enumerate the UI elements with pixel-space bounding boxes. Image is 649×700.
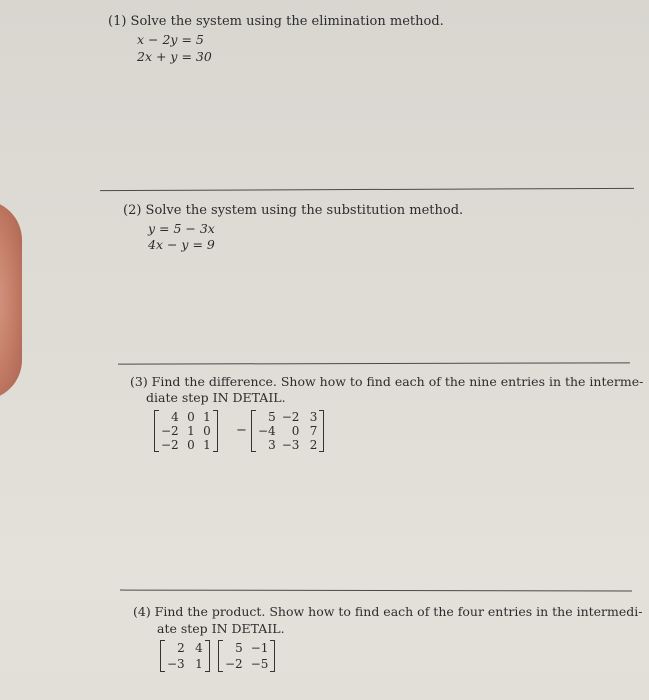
problem-3-heading-line-1: (3) Find the difference. Show how to find each of the nine entries in the interme- [130, 374, 644, 389]
matrix-entry: −2 [161, 438, 179, 452]
divider-line [100, 188, 634, 191]
matrix-entry: 0 [187, 410, 195, 424]
matrix-entry: 1 [203, 410, 211, 424]
problem-2-heading: (2) Solve the system using the substitution method. [123, 203, 464, 218]
matrix-entry: 0 [187, 438, 195, 452]
matrix-entry: 0 [203, 424, 211, 438]
matrix-entry: 1 [187, 424, 195, 438]
bleed-through-text [140, 290, 144, 304]
problem-3-matrix-b [251, 410, 324, 452]
divider-line [120, 590, 632, 592]
matrix-a-entries [165, 640, 205, 672]
right-bracket [205, 640, 210, 672]
problem-1-equation-1: x − 2y = 5 [137, 32, 204, 47]
matrix-entry: −2 [281, 410, 300, 424]
minus-operator: − [236, 423, 247, 438]
matrix-entry: 2 [177, 641, 185, 655]
right-bracket [213, 410, 218, 452]
matrix-entry: 0 [291, 424, 300, 438]
right-bracket [270, 640, 275, 672]
problem-4-matrix-b [218, 640, 275, 672]
matrix-entry: 7 [309, 424, 318, 438]
matrix-entry: 1 [195, 657, 203, 671]
problem-4-heading-line-2: ate step IN DETAIL. [157, 621, 285, 636]
matrix-entry: 3 [268, 438, 276, 452]
matrix-entry: −3 [281, 438, 300, 452]
problem-4-matrix-a [160, 640, 210, 672]
right-bracket [319, 410, 324, 452]
matrix-entry: −2 [161, 424, 179, 438]
problem-2-equation-1: y = 5 − 3x [148, 221, 215, 236]
matrix-entry: 2 [309, 438, 318, 452]
problem-2-equation-2: 4x − y = 9 [148, 237, 215, 252]
problem-4-heading-line-1: (4) Find the product. Show how to find each of the four entries in the intermedi- [133, 604, 643, 619]
matrix-entry: −4 [258, 424, 276, 438]
thumb [0, 200, 22, 400]
matrix-a-entries [159, 410, 213, 452]
matrix-b-entries [223, 640, 270, 672]
matrix-b-entries [256, 410, 319, 452]
problem-1-heading: (1) Solve the system using the elimination method. [108, 14, 444, 29]
matrix-entry: 1 [203, 438, 211, 452]
matrix-entry: 3 [309, 410, 318, 424]
matrix-entry: 4 [171, 410, 179, 424]
matrix-entry: 5 [235, 641, 243, 655]
problem-3-heading-line-2: diate step IN DETAIL. [146, 390, 286, 405]
matrix-entry: −2 [225, 657, 243, 671]
problem-1-equation-2: 2x + y = 30 [137, 49, 212, 64]
matrix-entry: 4 [195, 641, 203, 655]
matrix-entry: 5 [268, 410, 276, 424]
problem-3-matrix-a [154, 410, 218, 452]
matrix-entry: −3 [167, 657, 185, 671]
matrix-entry: −1 [250, 641, 269, 655]
matrix-entry: −5 [250, 657, 269, 671]
divider-line [118, 362, 630, 364]
